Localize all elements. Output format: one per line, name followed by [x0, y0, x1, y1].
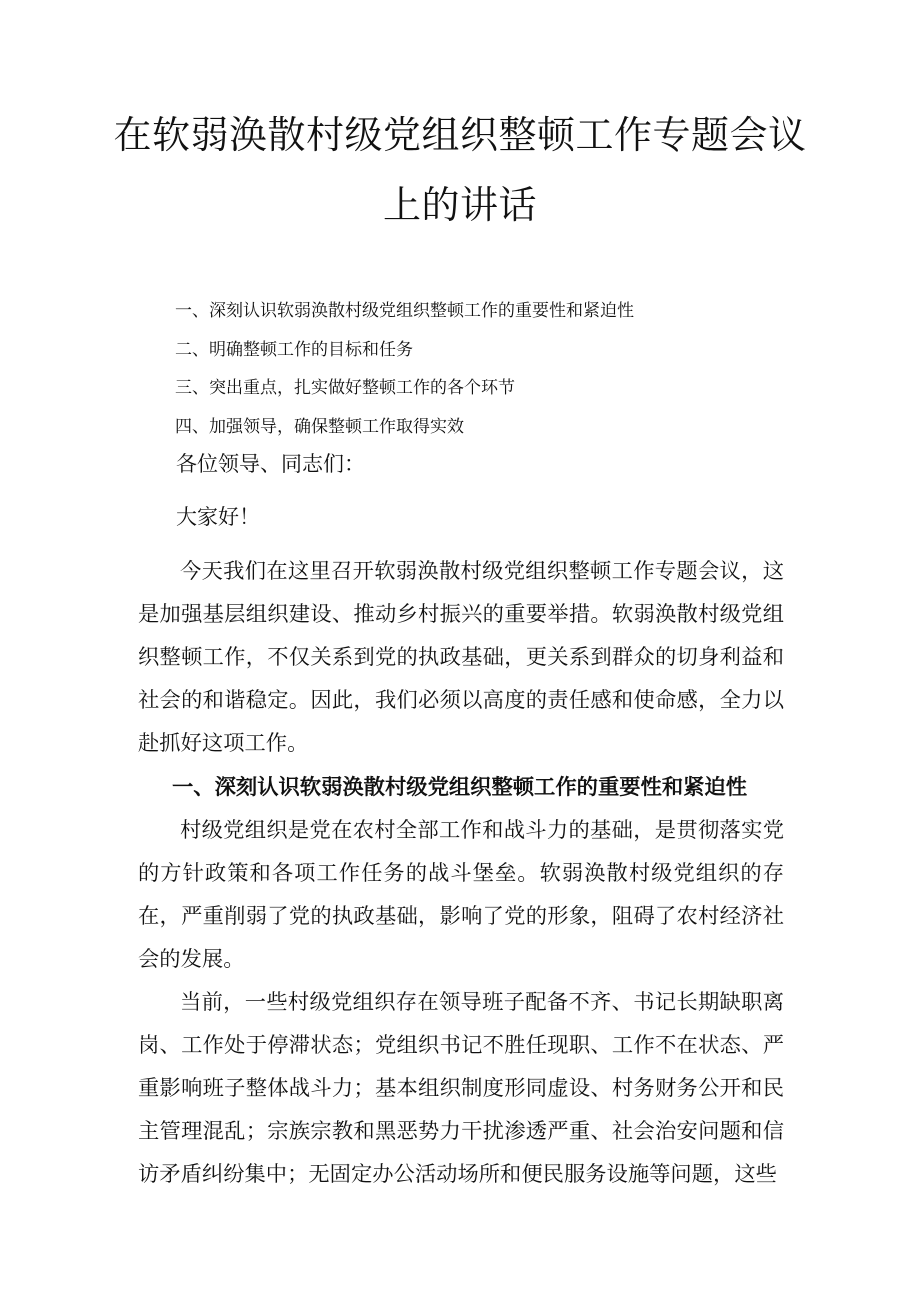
body-paragraph: 今天我们在这里召开软弱涣散村级党组织整顿工作专题会议，这是加强基层组织建设、推动乡村振兴的重要举措。软弱涣散村级党组织整顿工作，不仅关系到党的执政基础，更关系到群众的切身利益和社会的和谐稳定。因此，我们必须以高度的责任感和使命感，全力以赴抓好这项工作。	[138, 559, 784, 756]
body-paragraph: 当前，一些村级党组织存在领导班子配备不齐、书记长期缺职离岗、工作处于停滞状态；党组织书记不胜任现职、工作不在状态、严重影响班子整体战斗力；基本组织制度形同虚设、村务财务公开和民主管理混乱；宗族宗教和黑恶势力干扰渗透严重、社会治安问题和信访矛盾纠纷集中；无固定办公活动场所和便民服务设施等问题，这些	[138, 990, 784, 1187]
table-of-contents	[175, 292, 815, 446]
toc-item: 二、明确整顿工作的目标和任务	[175, 339, 413, 360]
salutation: 各位领导、同志们：	[176, 452, 365, 476]
document-title-line-1: 在软弱涣散村级党组织整顿工作专题会议	[113, 113, 807, 157]
toc-item: 四、加强领导，确保整顿工作取得实效	[175, 416, 464, 437]
greeting: 大家好！	[176, 505, 260, 529]
toc-item: 一、深刻认识软弱涣散村级党组织整顿工作的重要性和紧迫性	[175, 301, 634, 321]
body-paragraph: 村级党组织是党在农村全部工作和战斗力的基础，是贯彻落实党的方针政策和各项工作任务的战斗堡垒。软弱涣散村级党组织的存在，严重削弱了党的执政基础，影响了党的形象，阻碍了农村经济社会的发展。	[138, 818, 784, 972]
toc-item: 三、突出重点，扎实做好整顿工作的各个环节	[175, 378, 515, 398]
section-heading: 一、深刻认识软弱涣散村级党组织整顿工作的重要性和紧迫性	[172, 775, 748, 800]
speech-body	[138, 443, 784, 1196]
document-title-line-2: 上的讲话	[382, 183, 537, 227]
